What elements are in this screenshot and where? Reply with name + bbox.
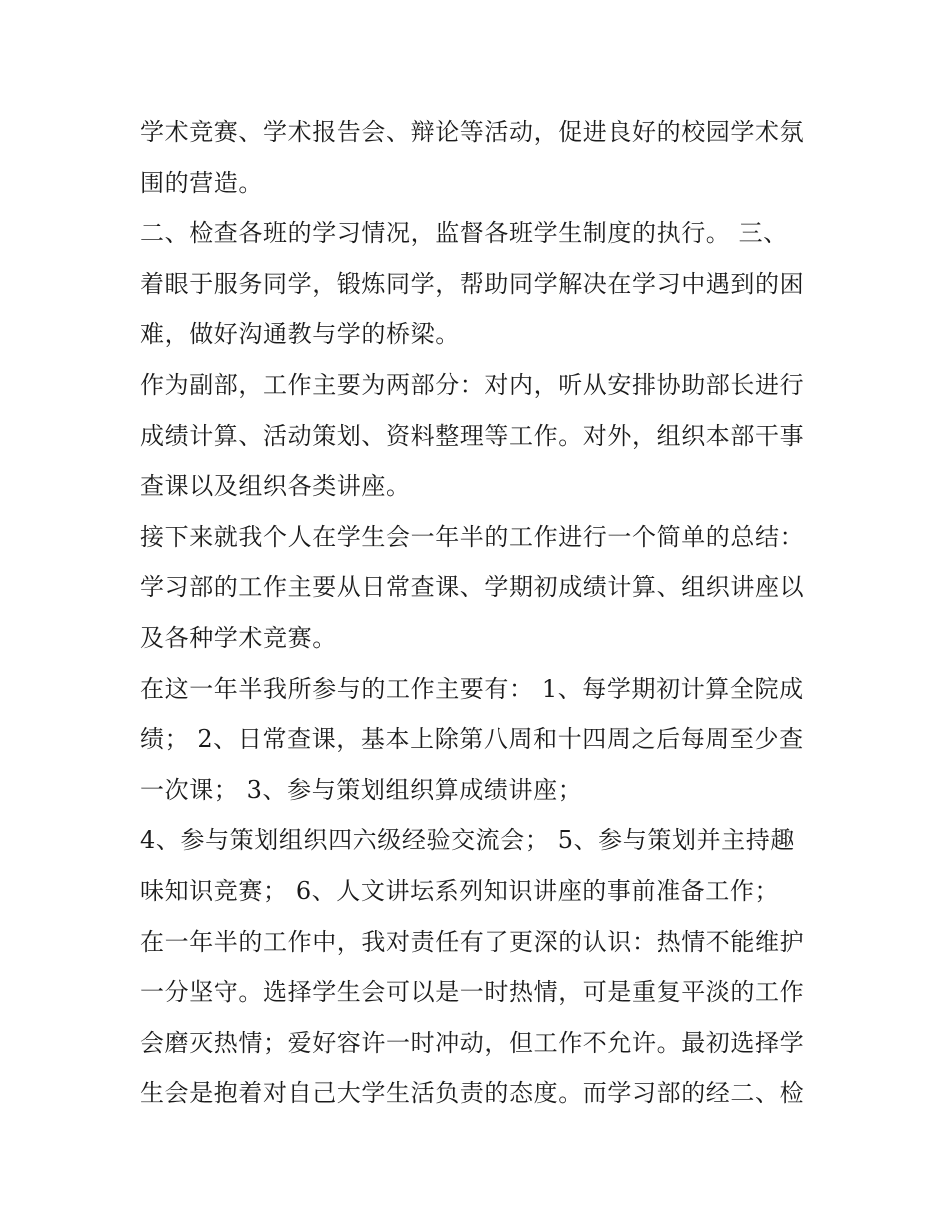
text-line: 绩； 2、日常查课，基本上除第八周和十四周之后每周至少查: [140, 725, 804, 754]
body-text: [140, 107, 820, 1119]
text-line: 成绩计算、活动策划、资料整理等工作。对外，组织本部干事: [140, 421, 805, 450]
text-line: 学术竞赛、学术报告会、辩论等活动，促进良好的校园学术氛: [140, 118, 805, 146]
text-line: 在这一年半我所参与的工作主要有： 1、每学期初计算全院成: [140, 674, 804, 703]
text-line: 及各种学术竞赛。: [140, 623, 337, 652]
text-line: 二、检查各班的学习情况，监督各班学生制度的执行。 三、: [140, 219, 788, 248]
text-line: 生会是抱着对自己大学生活负责的态度。而学习部的经二、检: [140, 1079, 805, 1108]
text-line: 在一年半的工作中，我对责任有了更深的认识：热情不能维护: [140, 927, 805, 956]
text-line: 难，做好沟通教与学的桥梁。: [140, 320, 460, 349]
text-line: 会磨灭热情；爱好容许一时冲动，但工作不允许。最初选择学: [140, 1028, 805, 1057]
text-line: 接下来就我个人在学生会一年半的工作进行一个简单的总结：: [140, 522, 805, 551]
text-line: 围的营造。: [140, 168, 263, 197]
text-line: 一分坚守。选择学生会可以是一时热情，可是重复平淡的工作: [140, 978, 805, 1007]
text-line: 作为副部，工作主要为两部分：对内，听从安排协助部长进行: [140, 370, 805, 399]
text-line: 味知识竞赛； 6、人文讲坛系列知识讲座的事前准备工作；: [140, 876, 780, 905]
text-line: 学习部的工作主要从日常查课、学期初成绩计算、组织讲座以: [140, 573, 805, 602]
text-line: 着眼于服务同学，锻炼同学，帮助同学解决在学习中遇到的困: [140, 269, 805, 298]
text-line: 4、参与策划组织四六级经验交流会； 5、参与策划并主持趣: [140, 826, 795, 855]
text-line: 一次课； 3、参与策划组织算成绩讲座；: [140, 775, 583, 804]
text-line: 查课以及组织各类讲座。: [140, 472, 411, 501]
